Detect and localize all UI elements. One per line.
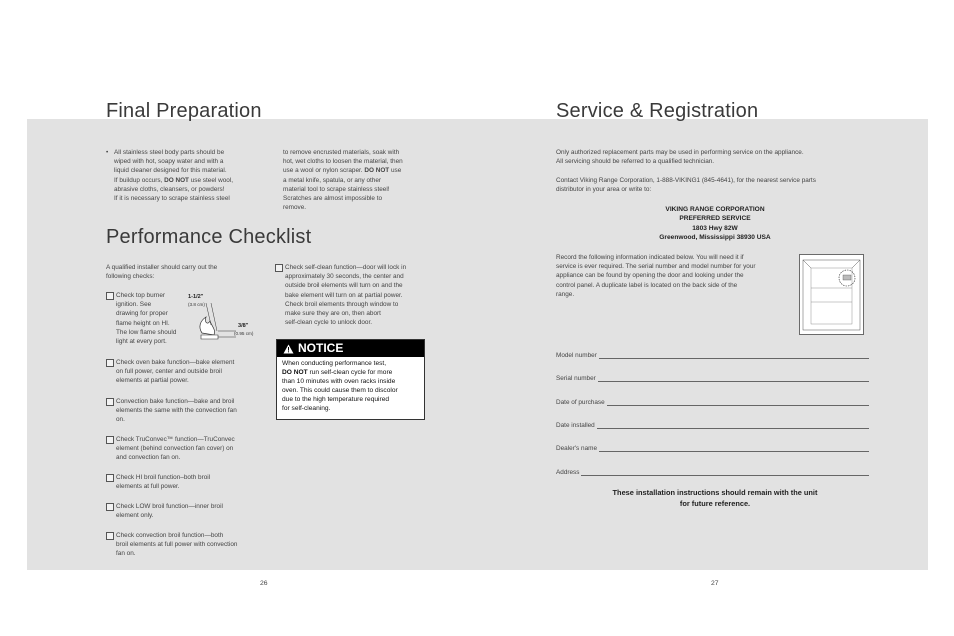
final-preparation-title: Final Preparation — [106, 100, 262, 122]
dealers-name-field[interactable]: Dealer's name — [556, 445, 869, 452]
checklist-intro: A qualified installer should carry out the following checks: — [106, 264, 218, 281]
flame-height-diagram — [188, 291, 260, 347]
service-paragraph-1: Only authorized replacement parts may be used in performing service on the appliance. All servicing should be referred to a qualified technician. — [556, 149, 804, 166]
page-number-right: 27 — [711, 580, 719, 587]
notice-heading: NOTICE — [298, 341, 344, 355]
checklist-item-low-broil: Check LOW broil function—inner broil element only. — [106, 502, 266, 520]
label-1-5-inch: 1-1/2" — [188, 294, 204, 300]
date-installed-field[interactable]: Date installed — [556, 422, 869, 429]
label-0-95-cm: (0.95 cm) — [234, 331, 254, 336]
checklist-item-oven-bake: Check oven bake function—bake element on full power, center and outside broil elements at partial power. — [106, 358, 266, 386]
checkbox[interactable] — [106, 359, 114, 367]
checkbox[interactable] — [106, 292, 114, 300]
service-registration-title: Service & Registration — [556, 100, 759, 122]
retain-instructions-note: These installation instructions should remain with the unit for future reference. — [612, 488, 818, 508]
label-3-8-cm: (3.8 cm) — [188, 302, 205, 307]
checkbox[interactable] — [106, 532, 114, 540]
label-3-8-inch: 3/8" — [238, 323, 249, 329]
notice-box — [276, 339, 425, 420]
checkbox[interactable] — [106, 436, 114, 444]
oven-diagram-icon — [799, 254, 864, 335]
checklist-item-truconvec: Check TruConvec™ function—TruConvec element (behind convection fan cover) on and convection fan on. — [106, 435, 266, 463]
checkbox[interactable] — [275, 264, 283, 272]
service-address: VIKING RANGE CORPORATION PREFERRED SERVICE 1803 Hwy 82W Greenwood, Mississippi 38930 USA — [659, 206, 771, 242]
service-paragraph-2: Contact Viking Range Corporation, 1-888-VIKING1 (845-4641), for the nearest service parts distributor in your area or write to: — [556, 177, 816, 194]
oven-label-location-illustration — [799, 254, 864, 335]
warning-triangle-icon — [283, 344, 294, 354]
notice-text: When conducting performance test, DO NOT run self-clean cycle for more than 10 minutes with oven racks inside oven. This could cause them to discolor due to the high temperature required for self-cleaning. — [282, 360, 398, 412]
checklist-item-top-burner: Check top burner ignition. See drawing for proper flame height on HI. The low flame should light at every port. — [106, 291, 196, 346]
address-field[interactable]: Address — [556, 469, 869, 476]
checklist-item-hi-broil: Check HI broil function–both broil elements at full power. — [106, 473, 266, 491]
page-number-left: 26 — [260, 580, 268, 587]
checklist-item-convection-bake: Convection bake function—bake and broil elements the same with the convection fan on. — [106, 397, 266, 425]
checkbox[interactable] — [106, 474, 114, 482]
model-number-field[interactable]: Model number — [556, 352, 869, 359]
final-prep-col2: to remove encrusted materials, soak with hot, wet cloths to loosen the material, then use a wool or nylon scraper. DO NOT use a metal knife, spatula, or any other material tool to scrape stainless steel! Scratches are almost impossible to remove. — [283, 149, 403, 212]
performance-checklist-title: Performance Checklist — [106, 226, 312, 248]
record-info-paragraph: Record the following information indicated below. You will need it if service is ever required. The serial number and model number for your appliance can be found by opening the door and looking under the control panel. A duplicate label is located on the back side of the range. — [556, 254, 756, 298]
checkbox[interactable] — [106, 503, 114, 511]
checklist-item-convection-broil: Check convection broil function—both broil elements at full power with convection fan on. — [106, 531, 266, 559]
checklist-item-self-clean: Check self-clean function—door will lock in approximately 30 seconds, the center and outside broil elements will turn on and the bake element will turn on at partial power. Check broil elements through window to make sure they are on, then abort self-clean cycle to unlock door. — [275, 263, 435, 327]
checkbox[interactable] — [106, 398, 114, 406]
final-prep-col1: • All stainless steel body parts should be wiped with hot, soapy water and with a liquid cleaner designed for this material. If buildup occurs, DO NOT use steel wool, abrasive cloths, cleansers, or powders! If it is necessary to scrape stainless steel — [106, 149, 234, 203]
notice-header — [277, 340, 424, 357]
date-of-purchase-field[interactable]: Date of purchase — [556, 399, 869, 406]
serial-number-field[interactable]: Serial number — [556, 375, 869, 382]
bullet: • — [106, 149, 109, 156]
